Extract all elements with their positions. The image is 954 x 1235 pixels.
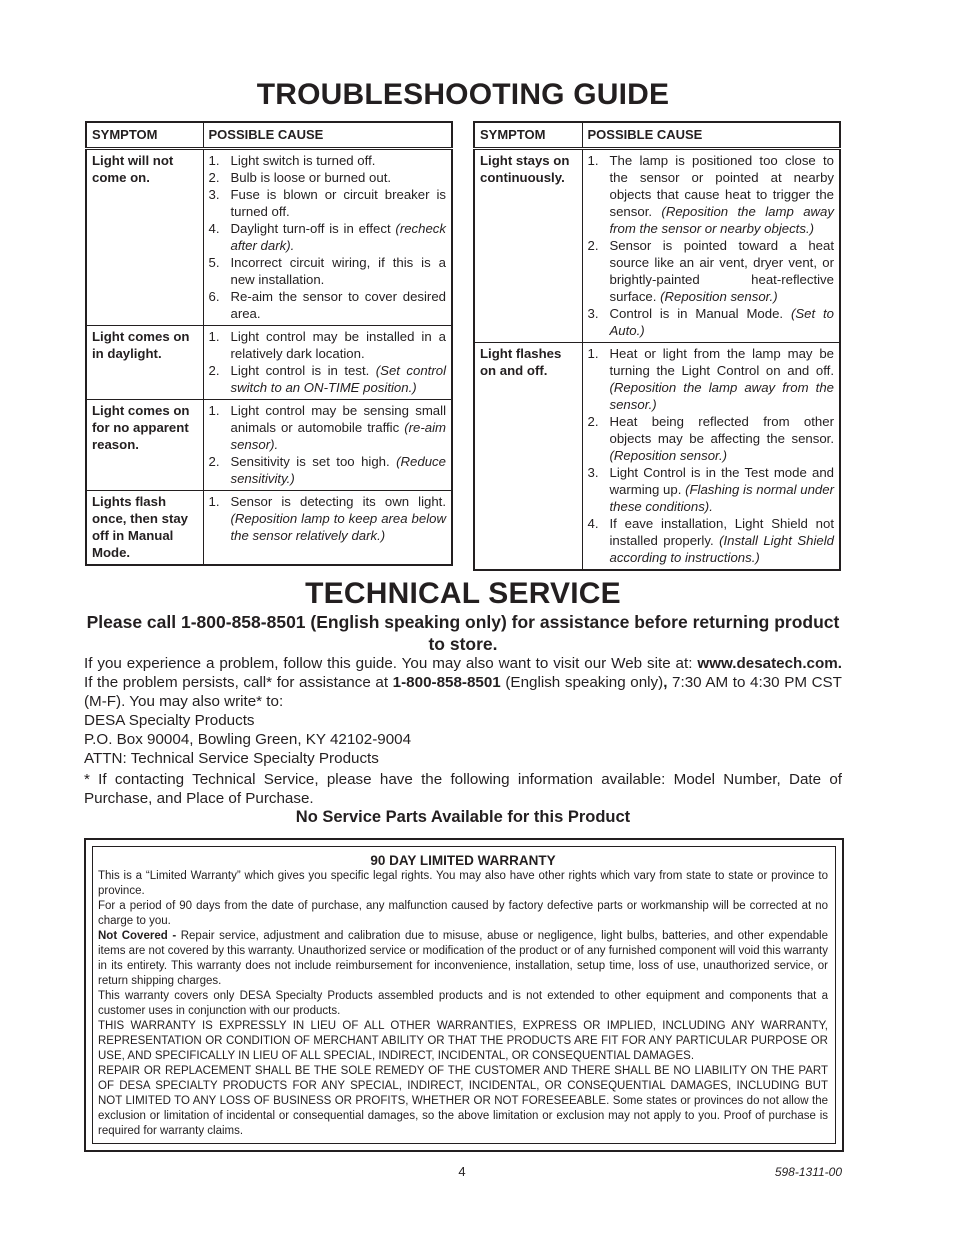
cause-number: 3. — [208, 187, 220, 202]
warranty-paragraph — [98, 929, 828, 989]
warranty-title: 90 DAY LIMITED WARRANTY — [370, 853, 556, 868]
cause-number: 1. — [587, 153, 599, 168]
cause-text: Light control may be installed in a relatively dark location. — [230, 329, 446, 361]
cause-item — [588, 345, 835, 413]
cause-remedy: (Set to Auto.) — [609, 306, 835, 338]
cause-text: Light control may be sensing small animals or automobile traffic — [230, 403, 446, 435]
cause-item — [209, 288, 447, 322]
warranty-paragraph: REPAIR OR REPLACEMENT SHALL BE THE SOLE REMEDY OF THE CUSTOMER AND THERE SHALL BE NO LIABILITY ON THE PART OF DESA SPECIALTY PRODUCTS FOR ANY SPECIAL, INDIRECT, INCIDENTAL, OR CONSEQUENTIAL DAMAGES, INCLUDING BUT NOT LIMITED TO ANY LOSS OF BUSINESS OR PROFITS, WHETHER OR NOT FORESEEABLE. Some states or provinces do not allow the exclusion or limitation of incidental or consequential damages, so the above limitation or exclusion may not apply to you. Proof of purchase is required for warranty claims. — [98, 1065, 828, 1137]
cause-text: Light switch is turned off. — [230, 153, 376, 168]
table-row — [474, 149, 840, 343]
cause-list — [209, 402, 447, 487]
page-number: 4 — [458, 1164, 466, 1179]
cause-item — [588, 152, 835, 237]
cause-item — [209, 169, 447, 186]
cause-text-block — [231, 169, 447, 186]
cause-text-block — [231, 152, 447, 169]
cause-item — [209, 254, 447, 288]
symptom-cell: Light will not come on. — [86, 149, 203, 326]
cause-text: Sensor is pointed toward a heat source like an air vent, dryer vent, or brightly-painted heat-reflective surface. — [609, 238, 834, 304]
cause-number: 1. — [208, 403, 220, 418]
cause-number: 3. — [587, 465, 599, 480]
cause-text-block — [610, 345, 835, 413]
cause-item — [588, 464, 835, 515]
cause-text-block — [610, 237, 835, 305]
cause-remedy: (Reposition lamp to keep area below the sensor relatively dark.) — [230, 511, 446, 543]
cause-cell — [203, 491, 452, 566]
service-text: If the problem persists, call* for assistance at — [84, 674, 389, 691]
symptom-cell: Lights flash once, then stay off in Manual Mode. — [86, 491, 203, 566]
website-link[interactable]: www.desatech.com. — [697, 655, 842, 672]
possible-cause-header: POSSIBLE CAUSE — [203, 122, 452, 149]
service-callout: Please call 1-800-858-8501 (English speaking only) for assistance before returning product to store. — [86, 612, 840, 654]
cause-text-block — [231, 288, 447, 322]
cause-cell — [582, 343, 840, 571]
cause-number: 2. — [587, 414, 599, 429]
cause-text-block — [231, 186, 447, 220]
cause-text-block — [610, 305, 835, 339]
cause-cell — [203, 400, 452, 491]
cause-item — [209, 493, 447, 544]
service-comma: , — [663, 674, 668, 691]
cause-text-block — [231, 328, 447, 362]
table-row — [86, 400, 452, 491]
cause-text: Daylight turn-off is in effect — [230, 221, 391, 236]
cause-remedy: (re-aim sensor). — [230, 420, 446, 452]
cause-number: 2. — [208, 454, 220, 469]
table-row — [474, 343, 840, 571]
cause-remedy: (Reduce sensitivity.) — [230, 454, 446, 486]
possible-cause-header: POSSIBLE CAUSE — [582, 122, 840, 149]
cause-text: Light control is in test. — [230, 363, 370, 378]
address-line: DESA Specialty Products — [84, 712, 255, 729]
cause-remedy: (Flashing is normal under these conditions). — [609, 482, 834, 514]
address-line: ATTN: Technical Service Specialty Products — [84, 750, 379, 767]
cause-item — [588, 237, 835, 305]
cause-remedy: (Reposition the lamp away from the sensor.) — [609, 380, 834, 412]
warranty-paragraph: This is a “Limited Warranty” which gives you specific legal rights. You may also have other rights which vary from state to state or province to province. — [98, 870, 828, 897]
cause-text: Re-aim the sensor to cover desired area. — [230, 289, 446, 321]
troubleshooting-table-left — [85, 121, 453, 566]
cause-item — [209, 362, 447, 396]
cause-item — [209, 453, 447, 487]
cause-item — [588, 413, 835, 464]
address-line: P.O. Box 90004, Bowling Green, KY 42102-9004 — [84, 731, 412, 748]
service-footnote: * If contacting Technical Service, please have the following information available: Model Number, Date of Purchase, and Place of Purchase. — [84, 771, 842, 807]
cause-text: Sensor is detecting its own light. — [230, 494, 446, 509]
cause-item — [588, 515, 835, 566]
cause-text-block — [231, 254, 447, 288]
warranty-paragraph: This warranty covers only DESA Specialty Products assembled products and is not extended to other equipment and components that a customer uses in conjunction with our products. — [98, 990, 828, 1017]
not-covered-text: Repair service, adjustment and calibration due to misuse, abuse or negligence, light bulbs, batteries, and other expendable items are not covered by this warranty. Unauthorized service or modification of the product or of any furnished component will void this warranty in its entirety. This warranty does not include reimbursement for inconvenience, installation, setup time, loss of use, unauthorized service, or return shipping charges. — [98, 930, 828, 987]
cause-text: Sensitivity is set too high. — [230, 454, 390, 469]
cause-text-block — [610, 464, 835, 515]
cause-text-block — [610, 515, 835, 566]
cause-item — [209, 186, 447, 220]
service-text: If you experience a problem, follow this guide. You may also want to visit our Web site at: — [84, 655, 693, 672]
cause-remedy: (Reposition the lamp away from the sensor or nearby objects.) — [609, 204, 834, 236]
service-paragraph — [84, 654, 842, 711]
service-text: 7:30 AM to 4:30 PM CST (M-F). You may also write* to: — [84, 674, 842, 710]
cause-text: Fuse is blown or circuit breaker is turned off. — [230, 187, 446, 219]
cause-remedy: (Reposition sensor.) — [609, 448, 728, 463]
cause-cell — [203, 149, 452, 326]
cause-remedy: (Reposition sensor.) — [660, 289, 778, 304]
cause-number: 1. — [587, 346, 599, 361]
symptom-cell: Light comes on for no apparent reason. — [86, 400, 203, 491]
service-body — [84, 654, 842, 808]
cause-number: 4. — [208, 221, 220, 236]
cause-item — [209, 152, 447, 169]
cause-text: Bulb is loose or burned out. — [230, 170, 392, 185]
cause-item — [209, 402, 447, 453]
troubleshooting-table-right — [473, 121, 841, 571]
cause-text-block — [610, 152, 835, 237]
cause-text-block — [231, 362, 447, 396]
cause-number: 3. — [587, 306, 599, 321]
cause-cell — [203, 326, 452, 400]
cause-remedy: (Install Light Shield according to instructions.) — [609, 533, 834, 565]
cause-text-block — [610, 413, 835, 464]
warranty-paragraph: THIS WARRANTY IS EXPRESSLY IN LIEU OF ALL OTHER WARRANTIES, EXPRESS OR IMPLIED, INCLUDING ANY WARRANTY, REPRESENTATION OR CONDITION OF MERCHANT ABILITY OR THAT THE PRODUCTS ARE FIT FOR ANY PARTICULAR PURPOSE OR USE, AND SPECIFICALLY IN LIEU OF ALL SPECIAL, INDIRECT, INCIDENTAL, OR CONSEQUENTIAL DAMAGES. — [98, 1020, 828, 1062]
no-service-parts-note: No Service Parts Available for this Product — [295, 808, 631, 826]
cause-text: If eave installation, Light Shield not installed properly. — [609, 516, 834, 548]
cause-item — [209, 328, 447, 362]
cause-text-block — [231, 493, 447, 544]
symptom-cell: Light flashes on and off. — [474, 343, 582, 571]
cause-number: 1. — [208, 329, 220, 344]
document-number: 598-1311-00 — [774, 1165, 842, 1179]
cause-text: Control is in Manual Mode. — [609, 306, 784, 321]
cause-list — [588, 152, 835, 339]
symptom-cell: Light stays on continuously. — [474, 149, 582, 343]
service-text: (English speaking only) — [505, 674, 664, 691]
cause-number: 2. — [208, 363, 220, 378]
table-header-row — [474, 122, 840, 149]
cause-remedy: (recheck after dark). — [230, 221, 446, 253]
table-row — [86, 326, 452, 400]
warranty-paragraph: For a period of 90 days from the date of purchase, any malfunction caused by factory defective parts or workmanship will be corrected at no charge to you. — [98, 900, 828, 927]
cause-number: 2. — [587, 238, 599, 253]
cause-text: Incorrect circuit wiring, if this is a new installation. — [230, 255, 446, 287]
cause-remedy: (Set control switch to an ON-TIME position.) — [230, 363, 447, 395]
cause-list — [588, 345, 835, 566]
symptom-header: SYMPTOM — [474, 122, 582, 149]
cause-number: 5. — [208, 255, 220, 270]
cause-list — [209, 493, 447, 544]
cause-list — [209, 152, 447, 322]
cause-text: The lamp is positioned too close to the sensor or pointed at nearby objects that cause heat to trigger the sensor. — [609, 153, 834, 219]
cause-text-block — [231, 453, 447, 487]
cause-number: 1. — [208, 153, 220, 168]
table-row — [86, 149, 452, 326]
cause-text: Heat or light from the lamp may be turning the Light Control on and off. — [609, 346, 834, 378]
table-row — [86, 491, 452, 566]
cause-text: Light Control is in the Test mode and warming up. — [609, 465, 834, 497]
cause-cell — [582, 149, 840, 343]
cause-number: 4. — [587, 516, 599, 531]
cause-item — [209, 220, 447, 254]
cause-number: 2. — [208, 170, 220, 185]
symptom-cell: Light comes on in daylight. — [86, 326, 203, 400]
technical-service-title: TECHNICAL SERVICE — [305, 577, 621, 610]
cause-list — [209, 328, 447, 396]
phone-number[interactable]: 1-800-858-8501 — [392, 674, 501, 691]
cause-text: Heat being reflected from other objects may be affecting the sensor. — [609, 414, 834, 446]
not-covered-label: Not Covered - — [98, 930, 177, 942]
troubleshooting-title: TROUBLESHOOTING GUIDE — [256, 78, 670, 111]
cause-text-block — [231, 220, 447, 254]
cause-text-block — [231, 402, 447, 453]
table-header-row — [86, 122, 452, 149]
cause-number: 6. — [208, 289, 220, 304]
cause-number: 1. — [208, 494, 220, 509]
cause-item — [588, 305, 835, 339]
warranty-text — [98, 852, 828, 1139]
symptom-header: SYMPTOM — [86, 122, 203, 149]
